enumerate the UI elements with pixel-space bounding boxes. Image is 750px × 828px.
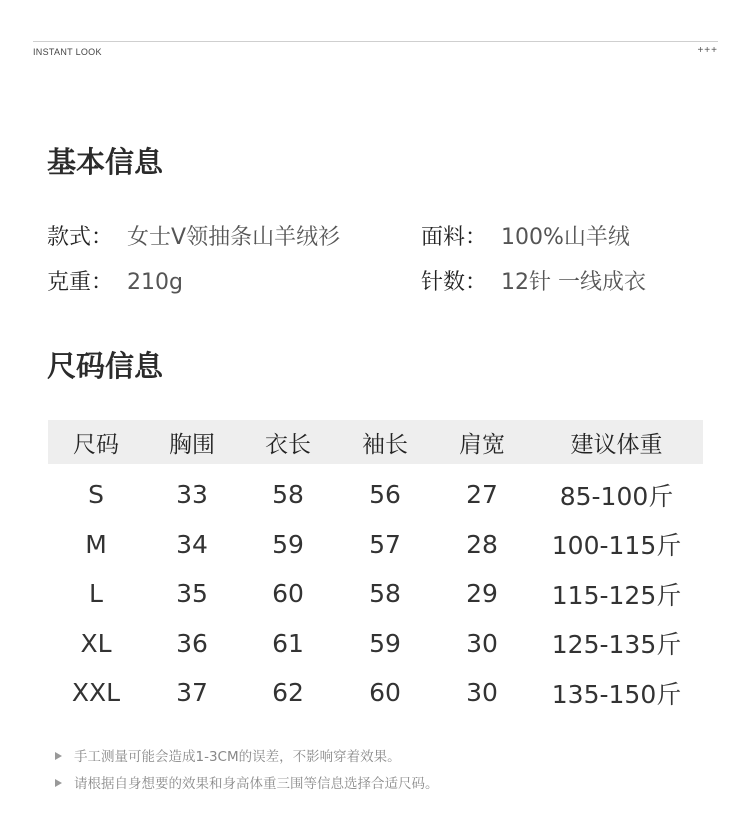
note-text: 手工测量可能会造成1-3CM的误差，不影响穿着效果。 xyxy=(74,749,401,765)
brand-label: INSTANT LOOK xyxy=(33,47,102,57)
table-cell: 61 xyxy=(272,628,304,658)
table-cell: 34 xyxy=(176,529,208,559)
triangle-bullet-icon xyxy=(55,779,62,787)
table-cell: XL xyxy=(80,628,112,658)
note-text: 请根据自身想要的效果和身高体重三围等信息选择合适尺码。 xyxy=(74,776,439,792)
table-cell: 100-115斤 xyxy=(551,531,682,561)
info-style xyxy=(47,220,340,251)
table-cell: 27 xyxy=(466,480,498,510)
table-cell: 33 xyxy=(176,480,208,510)
table-cell: 59 xyxy=(369,628,401,658)
table-cell: 30 xyxy=(466,678,498,708)
plus-decoration: +++ xyxy=(697,45,718,56)
column-header: 尺码 xyxy=(48,420,144,464)
table-cell: 56 xyxy=(369,480,401,510)
table-cell: 36 xyxy=(176,628,208,658)
column-header: 胸围 xyxy=(144,420,240,464)
table-row xyxy=(48,520,703,570)
size-table xyxy=(48,420,703,718)
top-divider xyxy=(33,41,718,42)
table-cell: 58 xyxy=(369,579,401,609)
size-info-title: 尺码信息 xyxy=(47,349,164,383)
table-cell: 125-135斤 xyxy=(551,630,682,660)
info-value: 210g xyxy=(127,270,183,295)
info-value: 100%山羊绒 xyxy=(501,225,630,250)
table-cell: 37 xyxy=(176,678,208,708)
table-row xyxy=(48,619,703,669)
table-cell: XXL xyxy=(71,678,121,708)
table-cell: S xyxy=(88,480,104,510)
table-cell: 28 xyxy=(466,529,498,559)
table-row xyxy=(48,668,703,718)
column-header: 衣长 xyxy=(240,420,336,464)
table-cell: 115-125斤 xyxy=(551,580,682,610)
table-cell: M xyxy=(85,529,107,559)
table-cell: 57 xyxy=(369,529,401,559)
info-key: 款式： xyxy=(47,225,114,250)
column-header: 肩宽 xyxy=(434,420,530,464)
info-value: 女士V领抽条山羊绒衫 xyxy=(127,225,341,250)
table-cell: 60 xyxy=(272,579,304,609)
table-cell: 35 xyxy=(176,579,208,609)
table-cell: 29 xyxy=(466,579,498,609)
table-cell: 60 xyxy=(369,678,401,708)
info-value: 12针 一线成衣 xyxy=(501,270,647,295)
info-key: 针数： xyxy=(421,270,488,295)
info-key: 面料： xyxy=(421,225,488,250)
basic-info-title: 基本信息 xyxy=(47,145,164,179)
table-cell: 30 xyxy=(466,628,498,658)
note-size-advice xyxy=(55,772,439,792)
table-row xyxy=(48,569,703,619)
triangle-bullet-icon xyxy=(55,752,62,760)
table-cell: 58 xyxy=(272,480,304,510)
table-cell: 85-100斤 xyxy=(559,481,674,511)
table-cell: 135-150斤 xyxy=(551,679,682,709)
size-table-header xyxy=(48,420,703,464)
table-cell: 62 xyxy=(272,678,304,708)
column-header: 袖长 xyxy=(336,420,434,464)
info-fabric xyxy=(421,220,630,251)
table-cell: 59 xyxy=(272,529,304,559)
note-measurement xyxy=(55,745,401,765)
column-header: 建议体重 xyxy=(530,420,703,464)
table-cell: L xyxy=(89,579,103,609)
info-key: 克重： xyxy=(47,270,114,295)
info-gauge xyxy=(421,265,646,296)
info-weight xyxy=(47,265,183,296)
table-row xyxy=(48,464,703,520)
